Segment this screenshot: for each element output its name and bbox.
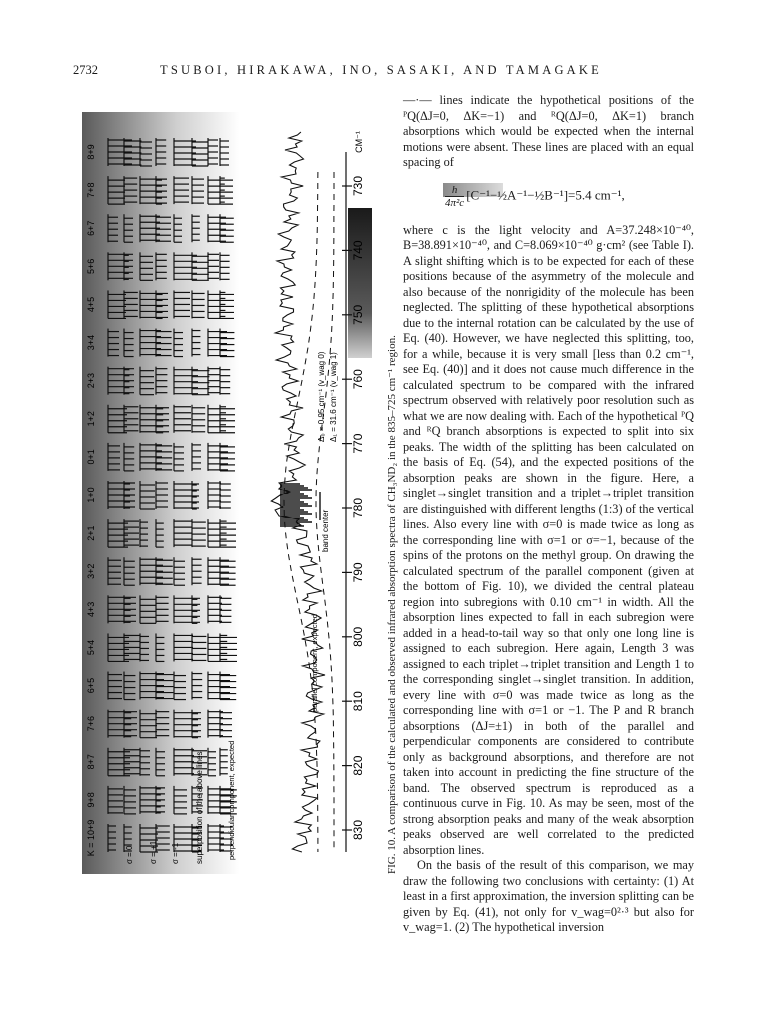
figure-10 (82, 112, 378, 874)
wavenumber-label: 830 (351, 819, 365, 841)
row-label: σ = +1 (149, 840, 158, 864)
page-number: 2732 (73, 63, 98, 77)
k-label: K = 10+9 (86, 819, 96, 857)
wavenumber-label: 770 (351, 433, 365, 454)
text-column (403, 93, 694, 936)
k-label: 1+2 (86, 411, 96, 427)
figure-caption: FIG. 10. A comparison of the calculated and observed infrared absorption spectra of CH₃ND₂ in the 835–725 cm⁻¹ region. (386, 335, 398, 874)
k-label: 3+2 (86, 563, 96, 579)
k-label: 2+3 (86, 373, 96, 389)
row-label: σ = 0 (125, 845, 134, 864)
k-label: 6+7 (86, 220, 96, 236)
paragraph-3: On the basis of the result of this comparison, we may draw the following two conclusions with certainty: (1) At least in a first approximation, the inversion splitting can be given by Eq. (41), not only for v_wag=0²·³ but also for v_wag=1. (2) The hypothetical inversion (403, 858, 694, 934)
k-label: 5+6 (86, 258, 96, 274)
scan-shading (82, 112, 292, 874)
wavenumber-label: 730 (351, 175, 365, 197)
k-label: 7+8 (86, 182, 96, 198)
wavenumber-unit: CM⁻¹ (354, 131, 364, 153)
k-label: 6+5 (86, 677, 96, 694)
k-label: 8+9 (86, 144, 96, 160)
wavenumber-label: 810 (351, 691, 365, 712)
wavenumber-label: 820 (351, 755, 365, 776)
perpendicular-label: perpendicular component, expected (227, 740, 236, 860)
k-label: 1+0 (86, 487, 96, 503)
page-header (0, 63, 768, 83)
dark-band (348, 208, 372, 358)
equation (403, 179, 694, 213)
k-label: 4+3 (86, 601, 96, 617)
wavenumber-label: 750 (351, 304, 365, 325)
row-label: σ = -1 (171, 842, 180, 864)
k-label: 5+4 (86, 639, 96, 656)
caption-region (378, 112, 398, 874)
wavenumber-label: 790 (351, 562, 365, 583)
k-label: 7+6 (86, 716, 96, 732)
equation-body: [C⁻¹−½A⁻¹−½B⁻¹]=5.4 cm⁻¹, (466, 186, 625, 202)
parallel-label: parallel component, expected (310, 614, 319, 712)
equation-numerator: h (445, 184, 464, 197)
k-label: 0+1 (86, 449, 96, 465)
k-label: 9+8 (86, 792, 96, 808)
equation-denominator: 4π²c (445, 196, 465, 209)
wavenumber-label: 760 (351, 369, 365, 390)
row-label: superposition of the above lines (195, 751, 204, 864)
delta-label: Δ₁ = 31.6 cm⁻¹ (v_wag 1) (329, 352, 338, 442)
running-head: TSUBOI, HIRAKAWA, INO, SASAKI, AND TAMAGAKE (160, 63, 602, 77)
paragraph-1: —·— lines indicate the hypothetical positions of the ᴾQ(ΔJ=0, ΔK=−1) and ᴿQ(ΔJ=0, ΔK=1) branch absorptions which would be expected when the internal motions were absent. These lines are placed with an equal spacing of (403, 93, 694, 169)
wavenumber-label: 780 (351, 497, 365, 519)
k-label: 3+4 (86, 334, 96, 351)
wavenumber-label: 740 (351, 240, 365, 261)
band-center-label: band center (321, 509, 330, 552)
k-label: 2+1 (86, 525, 96, 541)
paragraph-2: where c is the light velocity and A=37.248×10⁻⁴⁰, B=38.891×10⁻⁴⁰, and C=8.069×10⁻⁴⁰ g·cm² (see Table I). A slight shifting which is to be expected for each of these positions because of the asymmetry of the molecule and also because of the nonrigidity of the molecule has been neglected. The splitting of these hypothetical absorptions due to the internal rotation can be calculated by the use of Eq. (40). However, we have neglected this splitting, too, for a while, because it is very small [less than 0.2 cm⁻¹, see Eq. (40)] and it does not cause much difference in the calculated spectrum to be compared with the infrared spectrum observed with relatively poor resolution such as what we are now dealing with. Each of the hypothetical ᴾQ and ᴿQ branch absorptions is expected to split into six peaks. The width of the splitting has been calculated on the basis of Eq. (54), and the expected positions of the absorption peaks are shown in the figure. Here, a singlet→singlet transition and a triplet→triplet transition are distinguished with different lengths (1:3) of the vertical lines. Also every line with σ=0 is made twice as long as the corresponding line with σ=1 or σ=−1, because of the spins of the protons on the methyl group. On drawing the calculated spectrum of the parallel component (given at the bottom of Fig. 10), we divided the central plateau region into subregions with 0.10 cm⁻¹ in width. All the absorption lines expected to fall in each subregion were added in a head-to-tail way so that only one long line is assigned to each subregion. Here again, Length 3 was assigned to each triplet→triplet transition and Length 1 to the corresponding singlet→singlet transition. In addition, every line with σ=0 was made twice as long as the corresponding line with σ=1 or −1. The P and R branch absorptions (ΔJ=±1) in both of the parallel and perpendicular components are considered to contribute only as background absorptions, and therefore are not taken into account in predicting the fine structure of the band. The observed spectrum is reproduced as a continuous curve in Fig. 10. As may be seen, most of the strong absorption peaks and many of the weak absorption peaks observed are well correlated to the predicted absorption lines. (403, 222, 694, 857)
wavenumber-label: 800 (351, 626, 365, 647)
k-label: 8+7 (86, 754, 96, 770)
k-label: 4+5 (86, 296, 96, 313)
spectrum-figure (82, 112, 378, 874)
delta-label: Δ₀ = 0.95 cm⁻¹ (v_wag 0) (317, 351, 326, 442)
